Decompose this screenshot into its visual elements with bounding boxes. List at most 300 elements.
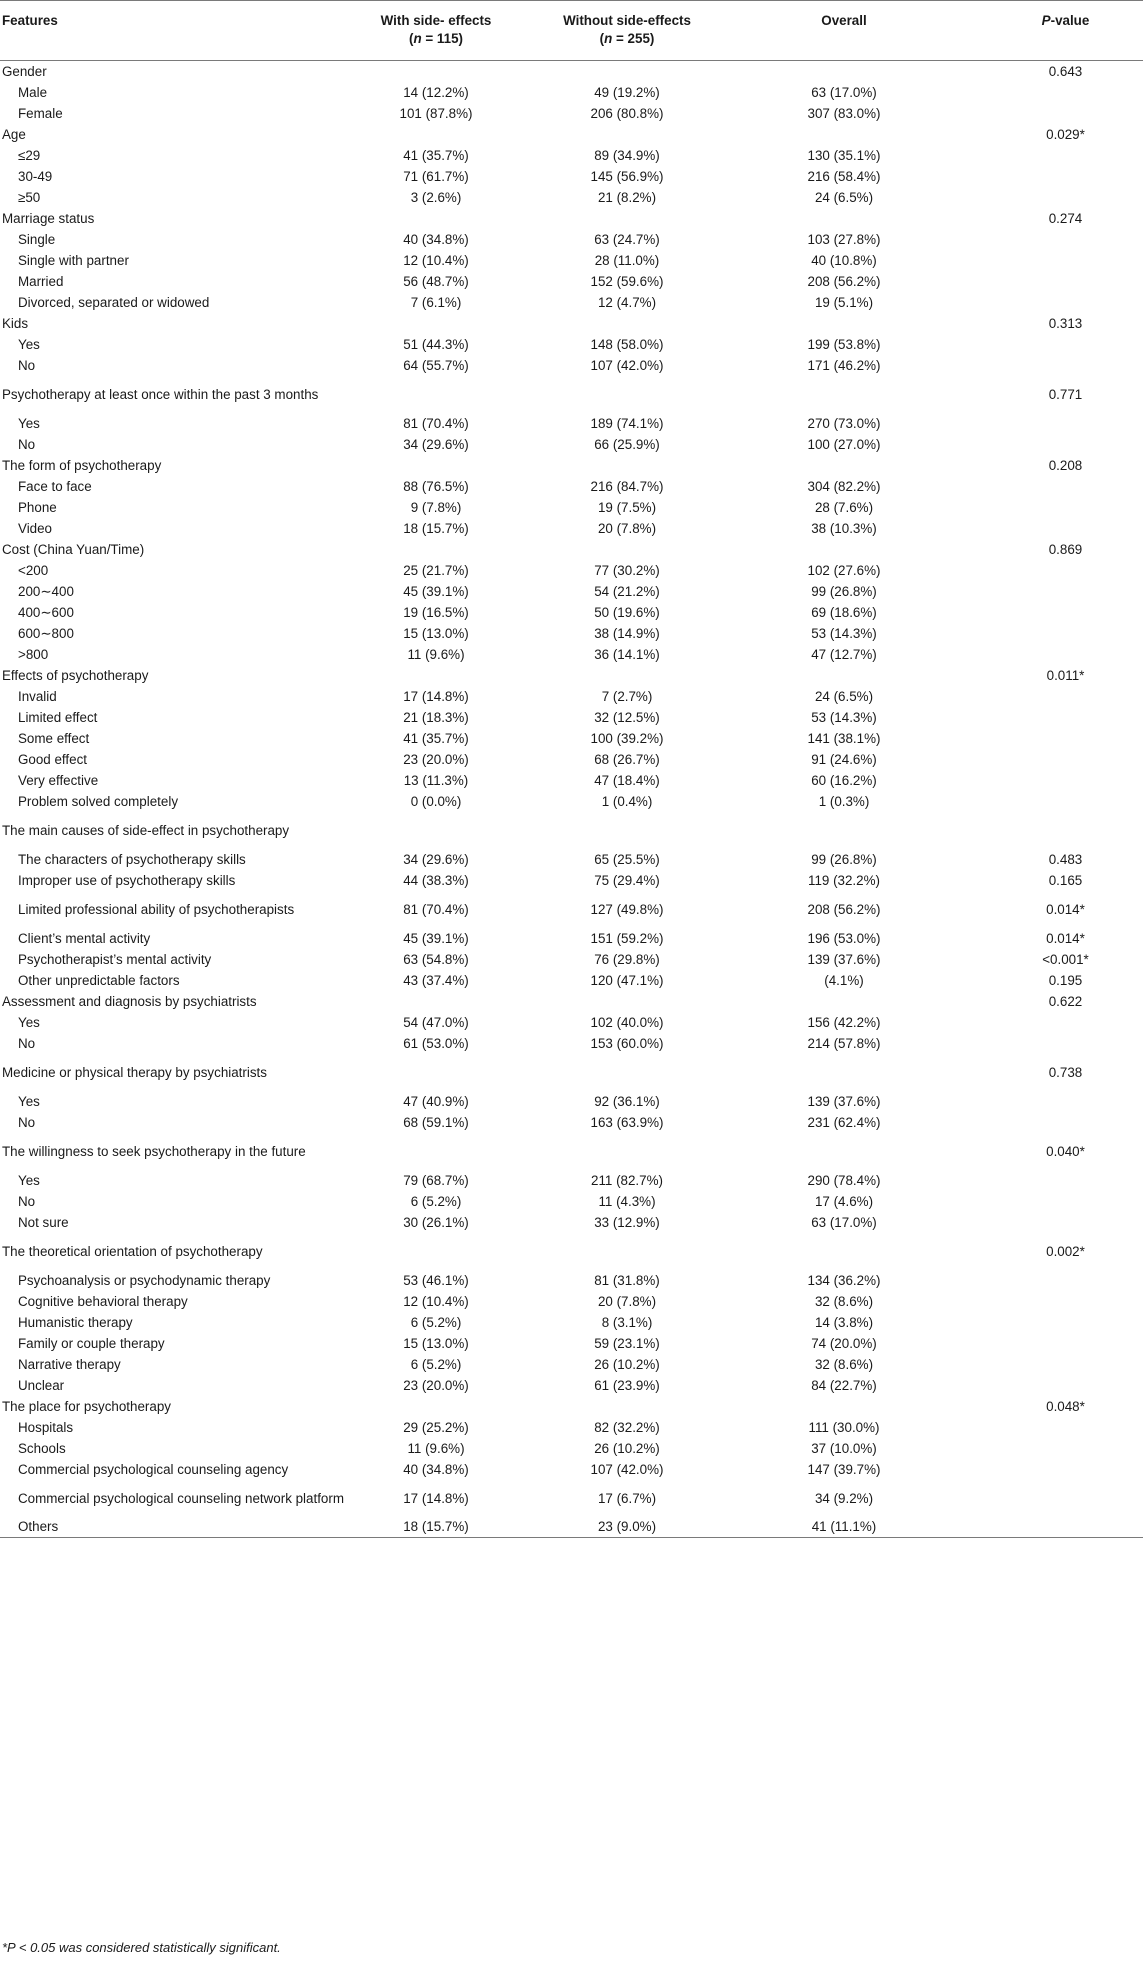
p-value-cell: [948, 250, 1143, 271]
overall-cell: 147 (39.7%): [807, 1461, 881, 1477]
without-side-effects-cell: 54 (21.2%): [594, 583, 660, 599]
overall-cell: 1 (0.3%): [818, 793, 870, 809]
with-side-effects-cell: 45 (39.1%): [403, 583, 469, 599]
overall-cell: [740, 1054, 948, 1091]
with-side-effects-cell: 43 (37.4%): [403, 972, 469, 988]
overall-cell: 290 (78.4%): [807, 1172, 881, 1188]
overall-cell: 47 (12.7%): [811, 646, 877, 662]
feature-cell: The main causes of side-effect in psychotherapy: [2, 822, 290, 838]
feature-cell: ≤29: [18, 147, 41, 163]
feature-cell: The theoretical orientation of psychotherapy: [2, 1243, 263, 1259]
without-side-effects-cell: [514, 665, 740, 686]
overall-cell: 60 (16.2%): [811, 772, 877, 788]
with-side-effects-cell: 34 (29.6%): [403, 436, 469, 452]
table-group-row: [0, 539, 1143, 560]
without-side-effects-cell: 11 (4.3%): [598, 1193, 656, 1209]
overall-cell: 270 (73.0%): [807, 415, 881, 431]
without-side-effects-cell: 20 (7.8%): [597, 520, 657, 536]
overall-cell: 103 (27.8%): [807, 231, 881, 247]
with-side-effects-cell: 12 (10.4%): [403, 1293, 469, 1309]
overall-cell: [740, 61, 948, 82]
p-value-cell: 0.738: [1048, 1064, 1083, 1080]
overall-cell: 84 (22.7%): [811, 1377, 877, 1393]
p-value-cell: 0.643: [1048, 63, 1083, 79]
header-with-title: With side- effects: [380, 13, 492, 28]
table-row: [0, 250, 1143, 271]
without-side-effects-cell: 145 (56.9%): [590, 168, 664, 184]
without-side-effects-cell: 49 (19.2%): [594, 84, 660, 100]
p-value-cell: [948, 1291, 1143, 1312]
table-group-row: [0, 1054, 1143, 1091]
without-side-effects-cell: 38 (14.9%): [594, 625, 660, 641]
feature-cell: Cognitive behavioral therapy: [18, 1293, 188, 1309]
p-value-cell: [948, 413, 1143, 434]
with-side-effects-cell: 41 (35.7%): [403, 147, 469, 163]
feature-cell: The form of psychotherapy: [2, 457, 162, 473]
without-side-effects-cell: 33 (12.9%): [594, 1214, 660, 1230]
with-side-effects-cell: 11 (9.6%): [407, 1440, 465, 1456]
p-value-cell: 0.313: [1048, 315, 1083, 331]
p-value-cell: [948, 602, 1143, 623]
table-group-row: [0, 455, 1143, 476]
overall-cell: 231 (62.4%): [807, 1114, 881, 1130]
overall-cell: 99 (26.8%): [811, 851, 877, 867]
feature-cell: Yes: [18, 336, 40, 352]
with-side-effects-cell: [358, 812, 514, 849]
overall-cell: 38 (10.3%): [811, 520, 877, 536]
feature-cell: Yes: [18, 1093, 40, 1109]
overall-cell: [740, 1233, 948, 1270]
without-side-effects-cell: 100 (39.2%): [590, 730, 664, 746]
table-row: [0, 581, 1143, 602]
overall-cell: 41 (11.1%): [740, 1517, 948, 1538]
header-without-title: Without side-effects: [563, 13, 691, 28]
without-side-effects-cell: 63 (24.7%): [594, 231, 660, 247]
p-value-cell: 0.771: [1048, 386, 1083, 402]
feature-cell: 30-49: [18, 168, 53, 184]
feature-cell: Face to face: [18, 478, 92, 494]
overall-cell: 141 (38.1%): [807, 730, 881, 746]
with-side-effects-cell: 11 (9.6%): [407, 646, 465, 662]
with-side-effects-cell: 101 (87.8%): [399, 105, 473, 121]
without-side-effects-cell: 65 (25.5%): [594, 851, 660, 867]
table-row: [0, 1312, 1143, 1333]
p-value-cell: [948, 1270, 1143, 1291]
p-value-cell: [948, 749, 1143, 770]
table-row: [0, 1012, 1143, 1033]
with-side-effects-cell: 56 (48.7%): [403, 273, 469, 289]
header-with-side-effects: [358, 1, 514, 61]
without-side-effects-cell: 82 (32.2%): [594, 1419, 660, 1435]
with-side-effects-cell: 25 (21.7%): [403, 562, 469, 578]
feature-cell: Divorced, separated or widowed: [18, 294, 210, 310]
overall-cell: 53 (14.3%): [811, 625, 877, 641]
without-side-effects-cell: 216 (84.7%): [590, 478, 664, 494]
overall-cell: 32 (8.6%): [814, 1356, 874, 1372]
without-side-effects-cell: 120 (47.1%): [590, 972, 664, 988]
table-row: [0, 229, 1143, 250]
feature-cell: Yes: [18, 415, 40, 431]
with-side-effects-cell: 30 (26.1%): [403, 1214, 469, 1230]
p-value-cell: [948, 82, 1143, 103]
feature-cell: Limited professional ability of psychotherapists: [18, 901, 295, 917]
feature-cell: Limited effect: [18, 709, 98, 725]
overall-cell: 102 (27.6%): [807, 562, 881, 578]
without-side-effects-cell: 102 (40.0%): [590, 1014, 664, 1030]
overall-cell: 139 (37.6%): [807, 1093, 881, 1109]
feature-cell: The characters of psychotherapy skills: [18, 851, 246, 867]
with-side-effects-cell: 6 (5.2%): [410, 1314, 462, 1330]
with-side-effects-cell: 13 (11.3%): [403, 772, 469, 788]
header-with-n: (n = 115): [409, 31, 463, 46]
header-without-side-effects: [514, 1, 740, 61]
table-header-row: [0, 1, 1143, 61]
p-value-cell: [948, 1375, 1143, 1396]
overall-cell: 17 (4.6%): [814, 1193, 874, 1209]
feature-cell: Single with partner: [18, 252, 129, 268]
without-side-effects-cell: 26 (10.2%): [594, 1440, 660, 1456]
table-group-row: [0, 313, 1143, 334]
with-side-effects-cell: 23 (20.0%): [403, 751, 469, 767]
table-group-row: [0, 124, 1143, 145]
feature-cell: Psychotherapist’s mental activity: [18, 951, 212, 967]
table-row: [0, 1170, 1143, 1191]
p-value-cell: 0.869: [1048, 541, 1083, 557]
feature-cell: No: [18, 357, 36, 373]
with-side-effects-cell: 15 (13.0%): [403, 625, 469, 641]
without-side-effects-cell: 66 (25.9%): [594, 436, 660, 452]
with-side-effects-cell: 81 (70.4%): [403, 901, 469, 917]
table-row: [0, 476, 1143, 497]
with-side-effects-cell: 18 (15.7%): [358, 1517, 514, 1538]
p-value-cell: 0.040*: [1046, 1143, 1085, 1159]
with-side-effects-cell: 17 (14.8%): [403, 1490, 469, 1506]
table-row: [0, 355, 1143, 376]
feature-cell: Gender: [2, 63, 47, 79]
without-side-effects-cell: 148 (58.0%): [590, 336, 664, 352]
table-row: [0, 1354, 1143, 1375]
overall-cell: 74 (20.0%): [811, 1335, 877, 1351]
overall-cell: 40 (10.8%): [811, 252, 877, 268]
without-side-effects-cell: 206 (80.8%): [590, 105, 664, 121]
without-side-effects-cell: 189 (74.1%): [590, 415, 664, 431]
table-row: [0, 187, 1143, 208]
without-side-effects-cell: 92 (36.1%): [594, 1093, 660, 1109]
p-value-cell: [948, 1091, 1143, 1112]
without-side-effects-cell: 20 (7.8%): [597, 1293, 657, 1309]
table-row: [0, 791, 1143, 812]
p-value-cell: [948, 229, 1143, 250]
overall-cell: [740, 812, 948, 849]
table-group-row: [0, 1396, 1143, 1417]
feature-cell: No: [18, 1193, 36, 1209]
header-features: Features: [0, 1, 358, 61]
overall-cell: 134 (36.2%): [807, 1272, 881, 1288]
p-value-cell: [948, 434, 1143, 455]
with-side-effects-cell: [358, 991, 514, 1012]
overall-cell: 63 (17.0%): [811, 84, 877, 100]
with-side-effects-cell: 15 (13.0%): [403, 1335, 469, 1351]
without-side-effects-cell: [514, 1233, 740, 1270]
with-side-effects-cell: [358, 1054, 514, 1091]
with-side-effects-cell: 41 (35.7%): [403, 730, 469, 746]
overall-cell: 307 (83.0%): [807, 105, 881, 121]
table-row: [0, 949, 1143, 970]
table-group-row: [0, 1233, 1143, 1270]
feature-cell: Some effect: [18, 730, 90, 746]
table-row: [0, 518, 1143, 539]
table-row: [0, 1438, 1143, 1459]
table-row: [0, 891, 1143, 928]
p-value-cell: [948, 103, 1143, 124]
with-side-effects-cell: 79 (68.7%): [403, 1172, 469, 1188]
without-side-effects-cell: [514, 1396, 740, 1417]
feature-cell: No: [18, 1035, 36, 1051]
table-row: [0, 497, 1143, 518]
feature-cell: Yes: [18, 1172, 40, 1188]
feature-cell: The place for psychotherapy: [2, 1398, 171, 1414]
p-value-cell: [948, 1191, 1143, 1212]
feature-cell: 200∼400: [18, 583, 74, 599]
p-value-cell: [948, 292, 1143, 313]
table-row: [0, 707, 1143, 728]
overall-cell: [740, 665, 948, 686]
with-side-effects-cell: 71 (61.7%): [403, 168, 469, 184]
overall-cell: 34 (9.2%): [814, 1490, 874, 1506]
overall-cell: 208 (56.2%): [807, 901, 881, 917]
overall-cell: 19 (5.1%): [814, 294, 874, 310]
with-side-effects-cell: 40 (34.8%): [403, 231, 469, 247]
feature-cell: Cost (China Yuan/Time): [2, 541, 145, 557]
without-side-effects-cell: 107 (42.0%): [590, 357, 664, 373]
table-row: [0, 1375, 1143, 1396]
without-side-effects-cell: 163 (63.9%): [590, 1114, 664, 1130]
feature-cell: Humanistic therapy: [18, 1314, 133, 1330]
p-value-cell: [948, 497, 1143, 518]
with-side-effects-cell: 64 (55.7%): [403, 357, 469, 373]
table-row: [0, 560, 1143, 581]
header-overall: Overall: [740, 1, 948, 61]
table-row: [0, 1291, 1143, 1312]
without-side-effects-cell: 81 (31.8%): [594, 1272, 660, 1288]
table-row: [0, 82, 1143, 103]
table-row: [0, 928, 1143, 949]
with-side-effects-cell: 6 (5.2%): [410, 1193, 462, 1209]
table-group-row: [0, 812, 1143, 849]
without-side-effects-cell: 127 (49.8%): [590, 901, 664, 917]
without-side-effects-cell: 211 (82.7%): [591, 1172, 663, 1188]
with-side-effects-cell: 23 (20.0%): [403, 1377, 469, 1393]
table-row: [0, 145, 1143, 166]
overall-cell: 53 (14.3%): [811, 709, 877, 725]
with-side-effects-cell: 54 (47.0%): [403, 1014, 469, 1030]
without-side-effects-cell: 50 (19.6%): [594, 604, 660, 620]
table-row: [0, 166, 1143, 187]
feature-cell: Problem solved completely: [18, 793, 179, 809]
with-side-effects-cell: [358, 539, 514, 560]
feature-cell: 400∼600: [18, 604, 74, 620]
feature-cell: Invalid: [18, 688, 57, 704]
p-value-cell: [948, 1417, 1143, 1438]
table-group-row: [0, 665, 1143, 686]
p-value-cell: [948, 791, 1143, 812]
p-value-cell: [948, 623, 1143, 644]
p-value-cell: [948, 166, 1143, 187]
p-value-cell: [948, 334, 1143, 355]
table-row: [0, 1212, 1143, 1233]
table-row: [0, 271, 1143, 292]
p-value-cell: [948, 518, 1143, 539]
without-side-effects-cell: 47 (18.4%): [594, 772, 660, 788]
feature-cell: Other unpredictable factors: [18, 972, 180, 988]
with-side-effects-cell: 7 (6.1%): [410, 294, 462, 310]
with-side-effects-cell: 3 (2.6%): [410, 189, 462, 205]
p-value-cell: <0.001*: [1042, 951, 1089, 967]
with-side-effects-cell: 14 (12.2%): [403, 84, 469, 100]
feature-cell: >800: [18, 646, 49, 662]
without-side-effects-cell: 89 (34.9%): [594, 147, 660, 163]
without-side-effects-cell: 28 (11.0%): [594, 252, 660, 268]
without-side-effects-cell: 1 (0.4%): [601, 793, 653, 809]
with-side-effects-cell: [358, 455, 514, 476]
without-side-effects-cell: 61 (23.9%): [594, 1377, 660, 1393]
without-side-effects-cell: [514, 124, 740, 145]
without-side-effects-cell: 23 (9.0%): [514, 1517, 740, 1538]
with-side-effects-cell: 18 (15.7%): [403, 520, 469, 536]
p-value-cell: 0.622: [1048, 993, 1083, 1009]
p-value-cell: [948, 707, 1143, 728]
p-value-cell: 0.165: [1048, 872, 1083, 888]
p-value-cell: [948, 1480, 1143, 1517]
feature-cell: No: [18, 436, 36, 452]
without-side-effects-cell: [514, 208, 740, 229]
feature-cell: Single: [18, 231, 56, 247]
p-value-cell: [948, 1212, 1143, 1233]
without-side-effects-cell: [514, 61, 740, 82]
overall-cell: 37 (10.0%): [811, 1440, 877, 1456]
p-value-cell: 0.483: [1048, 851, 1083, 867]
p-value-cell: [948, 560, 1143, 581]
p-value-cell: [948, 770, 1143, 791]
overall-cell: [740, 124, 948, 145]
without-side-effects-cell: [514, 1054, 740, 1091]
header-without-n: (n = 255): [599, 31, 655, 46]
overall-cell: 111 (30.0%): [808, 1419, 880, 1435]
p-value-cell: [948, 1012, 1143, 1033]
feature-cell: Commercial psychological counseling agency: [18, 1461, 289, 1477]
without-side-effects-cell: 21 (8.2%): [597, 189, 657, 205]
feature-cell: Male: [18, 84, 48, 100]
overall-cell: 304 (82.2%): [807, 478, 881, 494]
overall-cell: 196 (53.0%): [807, 930, 881, 946]
without-side-effects-cell: 59 (23.1%): [594, 1335, 660, 1351]
feature-cell: Client’s mental activity: [18, 930, 151, 946]
overall-cell: [740, 455, 948, 476]
overall-cell: [740, 1396, 948, 1417]
overall-cell: 99 (26.8%): [811, 583, 877, 599]
without-side-effects-cell: 151 (59.2%): [590, 930, 664, 946]
table-group-row: [0, 376, 1143, 413]
with-side-effects-cell: 63 (54.8%): [403, 951, 469, 967]
with-side-effects-cell: 44 (38.3%): [403, 872, 469, 888]
table-row: [0, 1517, 1143, 1538]
with-side-effects-cell: 45 (39.1%): [403, 930, 469, 946]
without-side-effects-cell: [514, 991, 740, 1012]
feature-cell: Marriage status: [2, 210, 95, 226]
p-value-cell: 0.002*: [1046, 1243, 1085, 1259]
p-value-cell: 0.274: [1048, 210, 1083, 226]
table-row: [0, 334, 1143, 355]
feature-cell: No: [18, 1114, 36, 1130]
p-value-cell: [948, 1033, 1143, 1054]
overall-cell: 24 (6.5%): [814, 189, 874, 205]
feature-cell: Effects of psychotherapy: [2, 667, 149, 683]
p-value-cell: [948, 581, 1143, 602]
p-value-cell: [948, 812, 1143, 849]
table-row: [0, 1333, 1143, 1354]
without-side-effects-cell: [514, 313, 740, 334]
overall-cell: [740, 539, 948, 560]
table-row: [0, 749, 1143, 770]
without-side-effects-cell: 12 (4.7%): [597, 294, 657, 310]
p-value-cell: [948, 1517, 1143, 1538]
feature-cell: Psychoanalysis or psychodynamic therapy: [18, 1272, 271, 1288]
with-side-effects-cell: [358, 313, 514, 334]
with-side-effects-cell: 88 (76.5%): [403, 478, 469, 494]
p-value-cell: [948, 728, 1143, 749]
with-side-effects-cell: 53 (46.1%): [403, 1272, 469, 1288]
overall-cell: 28 (7.6%): [814, 499, 874, 515]
table-row: [0, 292, 1143, 313]
p-value-cell: [948, 355, 1143, 376]
table-row: [0, 623, 1143, 644]
table-row: [0, 413, 1143, 434]
header-p-value: P-value: [948, 1, 1143, 61]
with-side-effects-cell: [358, 124, 514, 145]
overall-cell: [740, 313, 948, 334]
table-row: [0, 870, 1143, 891]
p-value-cell: 0.014*: [1046, 901, 1085, 917]
with-side-effects-cell: 40 (34.8%): [403, 1461, 469, 1477]
feature-cell: Family or couple therapy: [18, 1335, 165, 1351]
p-value-cell: 0.208: [1048, 457, 1083, 473]
with-side-effects-cell: [358, 208, 514, 229]
p-value-cell: 0.195: [1048, 972, 1083, 988]
p-value-cell: [948, 145, 1143, 166]
overall-cell: 171 (46.2%): [807, 357, 881, 373]
p-value-cell: [948, 476, 1143, 497]
without-side-effects-cell: 107 (42.0%): [590, 1461, 664, 1477]
without-side-effects-cell: 17 (6.7%): [597, 1490, 657, 1506]
table-row: [0, 970, 1143, 991]
feature-cell: Assessment and diagnosis by psychiatrists: [2, 993, 257, 1009]
with-side-effects-cell: 47 (40.9%): [403, 1093, 469, 1109]
with-side-effects-cell: 12 (10.4%): [403, 252, 469, 268]
overall-cell: 24 (6.5%): [814, 688, 874, 704]
table-row: [0, 602, 1143, 623]
feature-cell: The willingness to seek psychotherapy in the future: [2, 1143, 306, 1159]
with-side-effects-cell: 29 (25.2%): [403, 1419, 469, 1435]
without-side-effects-cell: 152 (59.6%): [590, 273, 664, 289]
without-side-effects-cell: 32 (12.5%): [594, 709, 660, 725]
feature-cell: Female: [18, 105, 63, 121]
table-row: [0, 1459, 1143, 1480]
p-value-cell: [948, 1112, 1143, 1133]
table-row: [0, 1112, 1143, 1133]
table-row: [0, 728, 1143, 749]
feature-cell: Age: [2, 126, 26, 142]
table-group-row: [0, 991, 1143, 1012]
